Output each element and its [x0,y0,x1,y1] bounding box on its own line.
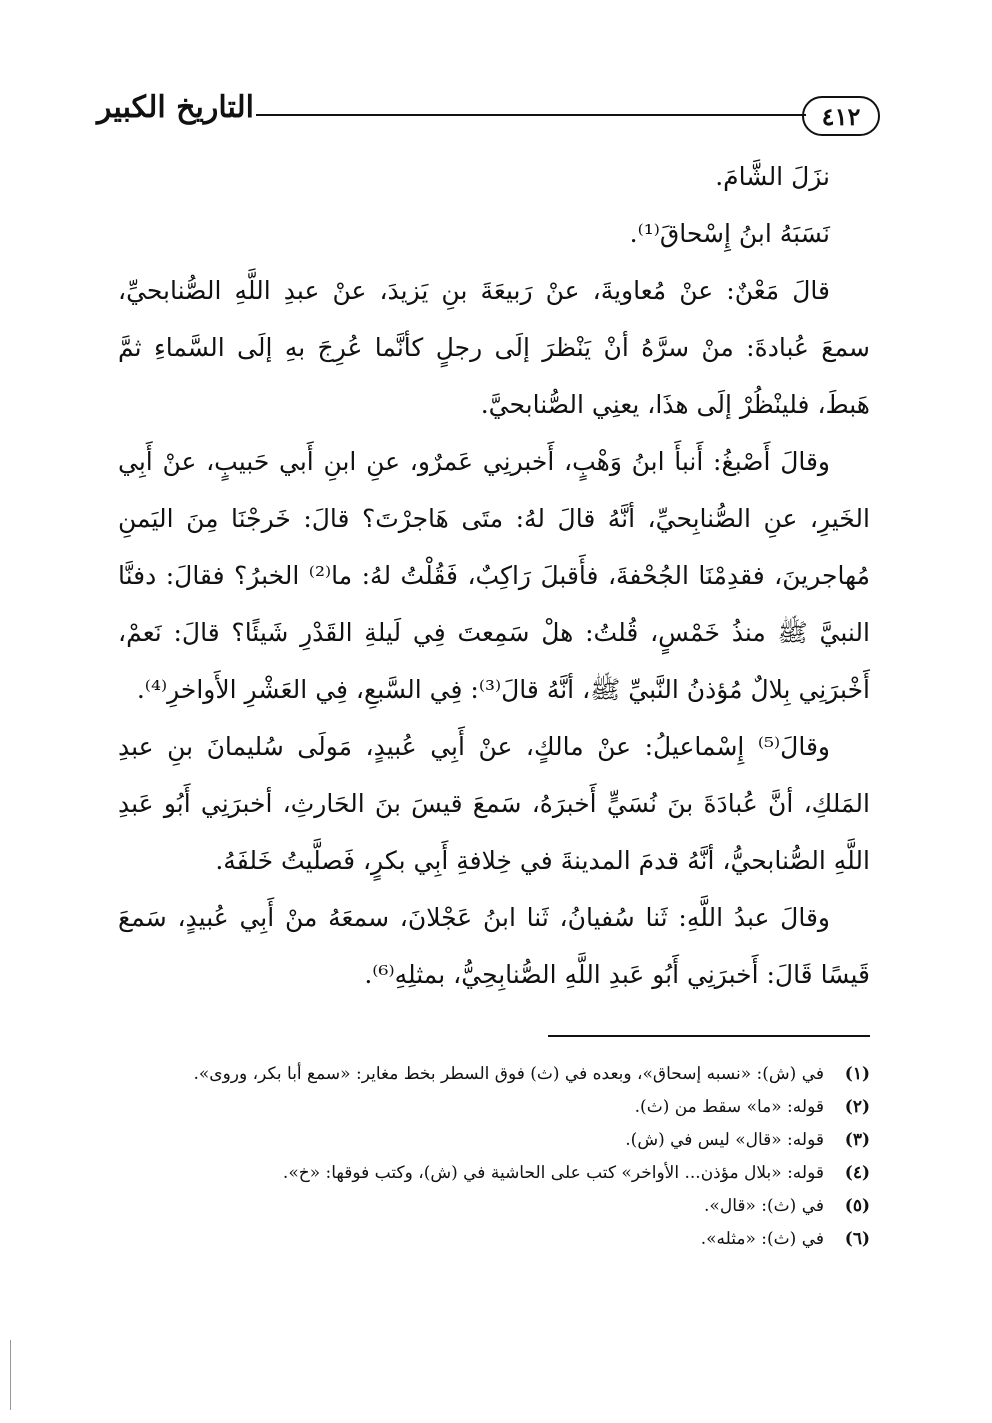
footnote-text: في (ث): «مثله». [700,1229,824,1249]
header-rule [256,114,806,116]
footnote-text: قوله: «بلال مؤذن... الأواخر» كتب على الحاشية في (ش)، وكتب فوقها: «خ». [282,1163,824,1183]
footnote [118,1058,870,1091]
footnote [118,1124,870,1157]
footnote-separator [548,1035,870,1037]
body-line: نزَلَ الشَّامَ. [715,162,830,191]
footnote-text: في (ش): «نسبه إسحاق»، وبعده في (ث) فوق السطر بخط مغاير: «سمع أبا بكر، وروى». [193,1064,824,1084]
footnote-number: (٥) [844,1196,870,1216]
body-paragraph: قالَ مَعْنٌ: عنْ مُعاويةَ، عنْ رَبيعَةَ بنِ يَزيدَ، عنْ عبدِ اللَّهِ الصُّنابحيِّ، سمعَ عُبادةَ: منْ سرَّهُ أنْ يَنْظرَ إلَى رجلٍ كأنَّما عُرِجَ بهِ إلَى السَّماءِ ثمَّ هَبطَ، فلينْظُرْ إلَى هذَا، يعنِي الصُّنابحيَّ. [118,276,870,419]
footnote [118,1157,870,1190]
body-paragraph: وقالَ أَصْبغُ: أَنبأَ ابنُ وَهْبٍ، أَخبرنِي عَمرٌو، عنِ ابنِ أَبي حَبيبٍ، عنْ أَبِي الخَيرِ، عنِ الصُّنابِحيِّ، أنَّهُ قالَ لهُ: متَى هَاجرْتَ؟ قالَ: خَرجْنَا مِنَ اليَمنِ مُهاجرينَ، فقدِمْنَا الجُحْفةَ، فأَقبلَ رَاكِبٌ، فَقُلْتُ لهُ: ما⁽²⁾ الخبرُ؟ فقالَ: دفنَّا النبيَّ ﷺ منذُ خَمْسٍ، قُلتُ: هلْ سَمِعتَ فِي لَيلةِ القَدْرِ شَيئًا؟ قالَ: نَعمْ، أَخْبرَنِي بِلالٌ مُؤذنُ النَّبيِّ ﷺ، أنَّهُ قالَ⁽³⁾: فِي السَّبعِ، فِي العَشْرِ الأَواخرِ⁽⁴⁾. [118,447,870,704]
footnote [118,1190,870,1223]
footnote-number: (٣) [844,1130,870,1150]
book-title: التاريخ الكبير [96,90,254,125]
footnote-number: (٦) [844,1229,870,1249]
footnote-text: قوله: «قال» ليس في (ش). [625,1130,824,1150]
body-paragraph: وقالَ عبدُ اللَّهِ: ثَنا سُفيانُ، ثَنا ابنُ عَجْلانَ، سمعَهُ منْ أَبِي عُبيدٍ، سَمعَ قَيسًا قَالَ: أَخبرَنِي أَبُو عَبدِ اللَّهِ الصُّنابِحِيُّ، بمثلِهِ⁽⁶⁾. [118,903,870,989]
page-number: ٤١٢ [802,96,880,136]
footnote [118,1223,870,1256]
main-text [118,148,870,1003]
footnote-text: قوله: «ما» سقط من (ث). [634,1097,824,1117]
footnote-number: (٤) [844,1163,870,1183]
page-header [96,90,880,146]
body-paragraph: وقالَ⁽⁵⁾ إِسْماعيلُ: عنْ مالكٍ، عنْ أَبِي عُبيدٍ، مَولَى سُليمانَ بنِ عبدِ المَلكِ، أنَّ عُبادَةَ بنَ نُسَيٍّ أَخبرَهُ، سَمعَ قيسَ بنَ الحَارثِ، أخبرَنِي أَبُو عَبدِ اللَّهِ الصُّنابحيُّ، أنَّهُ قدمَ المدينةَ في خِلافةِ أَبِي بكرٍ، فَصلَّيتُ خَلفَهُ. [118,732,870,875]
footnote-number: (١) [844,1064,870,1084]
footnote-text: في (ث): «قال». [704,1196,824,1216]
body-line: نَسَبَهُ ابنُ إِسْحاقَ⁽¹⁾. [629,219,830,248]
footnotes [118,1058,870,1256]
footnote [118,1091,870,1124]
footnote-number: (٢) [844,1097,870,1117]
scan-margin-mark [10,1340,11,1410]
